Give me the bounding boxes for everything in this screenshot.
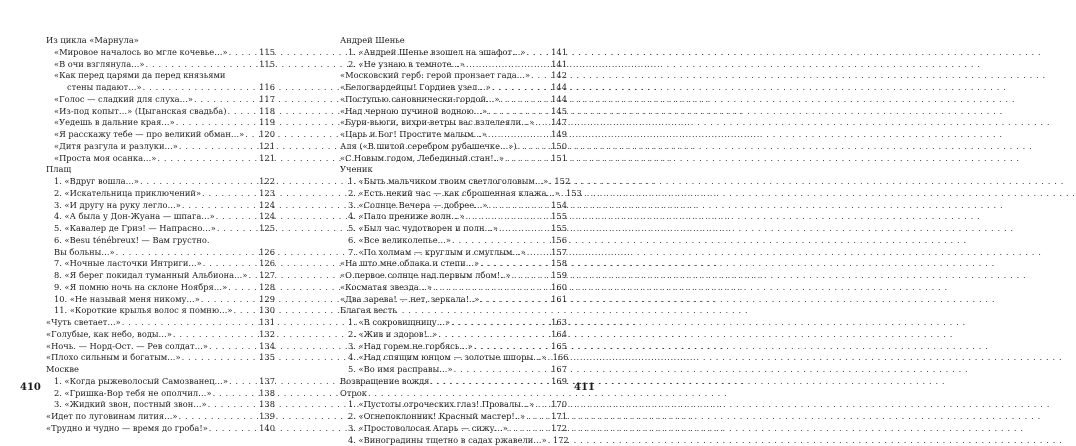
toc-entry <box>46 282 275 294</box>
dot-leader <box>208 399 258 411</box>
toc-entry-title: Москве <box>46 364 79 376</box>
toc-entry-title: 7. «Ночные ласточки Интриги…» <box>54 258 202 270</box>
dot-leader <box>527 47 550 59</box>
toc-entry-page: 115 <box>259 59 275 71</box>
toc-entry <box>340 341 567 353</box>
dot-leader <box>535 117 550 129</box>
toc-entry-page: 119 <box>259 117 275 129</box>
toc-entry-title: 3. «И другу на руку легло…» <box>54 200 181 212</box>
dot-leader <box>143 82 258 94</box>
dot-leader <box>229 47 258 59</box>
toc-entry-title: Возвращение вождя <box>340 376 429 388</box>
dot-leader <box>209 423 258 435</box>
toc-entry-title: 8. «Я берег покидал туманный Альбиона…» <box>54 270 247 282</box>
toc-entry-title: Отрок <box>340 388 367 400</box>
toc-entry <box>340 329 567 341</box>
toc-entry-title: 11. «Короткие крылья волос я помню…» <box>54 305 232 317</box>
toc-entry-page: 151 <box>551 153 567 165</box>
toc-entry <box>340 411 567 423</box>
toc-entry <box>340 129 567 141</box>
toc-entry-page: 128 <box>259 282 275 294</box>
toc-entry-page: 155 <box>551 211 567 223</box>
dot-leader <box>229 376 258 388</box>
toc-entry-title: Из цикла «Марнула» <box>46 35 139 47</box>
toc-entry <box>46 59 275 71</box>
toc-entry <box>46 376 275 388</box>
toc-entry-title: «О первое солнце над первым лбом!..» <box>340 270 511 282</box>
toc-entry-page: 165 <box>551 341 567 353</box>
toc-entry <box>46 352 275 364</box>
toc-entry-title: «Голос — сладкий для слуха…» <box>54 94 193 106</box>
dot-leader <box>122 317 258 329</box>
toc-entry <box>46 117 275 129</box>
toc-entry <box>46 188 275 200</box>
dot-leader <box>518 141 550 153</box>
dot-leader <box>203 258 258 270</box>
toc-entry-title: 4. «А была у Дон-Жуана — шпага…» <box>54 211 215 223</box>
toc-entry <box>46 270 275 282</box>
toc-entry <box>46 94 275 106</box>
toc-entry <box>46 305 275 317</box>
toc-entry-title: 10. «Не называй меня никому…» <box>54 294 200 306</box>
toc-entry-page: 124 <box>259 211 275 223</box>
toc-entry-page: 159 <box>551 270 567 282</box>
toc-entry <box>340 423 567 435</box>
toc-entry-title: «Поступью сановнически-гордой…» <box>340 94 499 106</box>
toc-entry <box>46 329 275 341</box>
toc-entry <box>46 223 275 235</box>
toc-entry-page: 124 <box>259 200 275 212</box>
dot-leader <box>526 411 550 423</box>
toc-entry-page: 144 <box>551 94 567 106</box>
toc-entry-title: «Плохо сильным и богатым…» <box>46 352 181 364</box>
toc-entry-page: 117 <box>259 94 275 106</box>
toc-entry-page: 130 <box>259 305 275 317</box>
toc-entry <box>340 211 567 223</box>
toc-entry-page: 167 <box>551 364 567 376</box>
toc-entry <box>340 399 567 411</box>
toc-entry <box>340 270 567 282</box>
dot-leader <box>216 211 258 223</box>
toc-entry-page: 166 <box>552 352 568 364</box>
toc-entry <box>340 200 567 212</box>
toc-entry-page: 129 <box>259 294 275 306</box>
right-page-toc <box>340 35 567 446</box>
toc-entry-title: «Над черною пучиной водною…» <box>340 106 487 118</box>
toc-entry-page: 138 <box>259 388 275 400</box>
toc-entry <box>46 211 275 223</box>
toc-entry-page: 172 <box>553 435 569 446</box>
toc-entry-page: 132 <box>259 329 275 341</box>
toc-entry-page: 139 <box>259 411 275 423</box>
toc-entry-title: «Мировое началось во мгле кочевье…» <box>54 47 228 59</box>
dot-leader <box>480 294 550 306</box>
toc-entry-title: «Проста моя осанка…» <box>54 153 156 165</box>
toc-entry-title: 2. «Гришка-Вор тебя не ополчил…» <box>54 388 212 400</box>
toc-entry-title: 5. «Был час чудотворен и полн…» <box>348 223 498 235</box>
toc-entry-title: 2. «Не узнаю в темноте…» <box>348 59 465 71</box>
dot-leader <box>433 282 550 294</box>
toc-entry-page: 121 <box>259 141 275 153</box>
toc-entry-page: 160 <box>551 282 567 294</box>
dot-leader <box>201 294 258 306</box>
toc-entry <box>340 235 567 247</box>
toc-entry-page: 153 <box>566 188 582 200</box>
toc-entry-page: 155 <box>551 223 567 235</box>
toc-entry <box>46 423 275 435</box>
dot-leader <box>430 376 550 388</box>
toc-entry-title: Андрей Шенье <box>340 35 405 47</box>
toc-entry-title: 1. «Быть мальчиком твоим светлоголовым…» <box>348 176 548 188</box>
toc-entry <box>46 411 275 423</box>
dot-leader <box>213 388 258 400</box>
toc-entry-title: 5. «Во имя расправы…» <box>348 364 453 376</box>
dot-leader <box>535 399 550 411</box>
dot-leader <box>182 352 258 364</box>
left-page-toc <box>46 35 275 435</box>
toc-entry-page: 144 <box>551 82 567 94</box>
dot-leader <box>480 258 550 270</box>
dot-leader <box>466 211 550 223</box>
toc-entry-page: 147 <box>551 117 567 129</box>
toc-entry <box>340 141 567 153</box>
toc-entry-title: 2. «Огнепоклонник! Красный мастер!..» <box>348 411 525 423</box>
toc-entry-title: 1. «Когда рыжеволосый Самозванец…» <box>54 376 228 388</box>
toc-entry-title: «С Новым годом, Лебединый стан!..» <box>340 153 504 165</box>
toc-entry-title: Ученик <box>340 164 373 176</box>
toc-entry-title: 5. «Кавалер де Гриэ! — Напрасно…» <box>54 223 216 235</box>
toc-entry-page: 125 <box>259 223 275 235</box>
toc-entry <box>340 94 567 106</box>
toc-entry-title: 3. «Жидкий звон, постный звон…» <box>54 399 207 411</box>
toc-entry-page: 118 <box>259 106 275 118</box>
toc-entry <box>46 153 275 165</box>
toc-entry-page: 123 <box>259 188 275 200</box>
toc-entry-title: 4. «Над спящим юнцом — золотые шпоры…» <box>348 352 546 364</box>
right-page-number: 411 <box>574 382 595 393</box>
toc-entry-page: 156 <box>551 235 567 247</box>
toc-entry <box>340 59 567 71</box>
dot-leader <box>209 341 258 353</box>
dot-leader <box>146 59 258 71</box>
toc-entry-page: 172 <box>551 423 567 435</box>
toc-entry <box>340 223 567 235</box>
toc-entry <box>46 47 275 59</box>
toc-entry <box>340 176 567 188</box>
toc-entry <box>340 164 567 176</box>
dot-leader <box>173 329 258 341</box>
toc-entry <box>46 129 275 141</box>
toc-entry-page: 154 <box>551 200 567 212</box>
toc-entry-title: 3. «Простоволосая Агарь — сижу…» <box>348 423 508 435</box>
toc-entry <box>340 376 567 388</box>
toc-entry <box>340 47 567 59</box>
dot-leader <box>561 188 565 200</box>
dot-leader <box>157 153 258 165</box>
toc-entry-page: 137 <box>259 376 275 388</box>
toc-entry-title: «На што мне облака и степи…» <box>340 258 479 270</box>
toc-entry-page: 126 <box>259 258 275 270</box>
toc-entry-page: 134 <box>259 341 275 353</box>
toc-entry-title: «Я расскажу тебе — про великий обман…» <box>54 129 244 141</box>
toc-entry <box>46 294 275 306</box>
toc-entry-page: 131 <box>259 317 275 329</box>
toc-entry-page: 157 <box>551 247 567 259</box>
toc-entry-page: 152 <box>554 176 570 188</box>
toc-entry <box>46 164 275 176</box>
toc-entry-title: «Царь и Бог! Простите малым…» <box>340 129 487 141</box>
toc-entry <box>340 282 567 294</box>
toc-entry <box>46 176 275 188</box>
toc-entry-page: 141 <box>551 47 567 59</box>
toc-entry <box>340 70 567 82</box>
dot-leader <box>245 129 258 141</box>
toc-entry-page: 145 <box>551 106 567 118</box>
dot-leader <box>509 423 550 435</box>
toc-entry <box>340 435 567 446</box>
dot-leader <box>531 70 550 82</box>
dot-leader <box>116 247 258 259</box>
toc-entry-title: «Косматая звезда…» <box>340 282 432 294</box>
dot-leader <box>194 94 258 106</box>
toc-entry-title: Благая весть <box>340 305 397 317</box>
dot-leader <box>217 223 258 235</box>
dot-leader <box>547 352 551 364</box>
toc-entry-title: 1. «В сокровищницу…» <box>348 317 450 329</box>
toc-entry-page: 140 <box>259 423 275 435</box>
toc-entry-page: 138 <box>259 399 275 411</box>
dot-leader <box>527 247 550 259</box>
toc-entry <box>46 200 275 212</box>
toc-entry-title: 1. «Вдруг вошла…» <box>54 176 139 188</box>
dot-leader <box>488 106 550 118</box>
toc-entry-page: 120 <box>259 129 275 141</box>
toc-entry <box>46 364 275 376</box>
toc-entry <box>46 235 275 247</box>
toc-entry-title: «Бури-вьюги, вихри-ветры вас взлелеяли…» <box>340 117 534 129</box>
toc-entry-title: «Идет по луговинам лития…» <box>46 411 178 423</box>
dot-leader <box>500 94 550 106</box>
toc-entry <box>340 317 567 329</box>
dot-leader <box>505 153 550 165</box>
toc-entry-title: 6. «Besu ténébreux! — Вам грустно. <box>54 235 210 247</box>
toc-entry-title: «Трудно и чудно — время до гроба!» <box>46 423 208 435</box>
toc-entry-page: 122 <box>259 176 275 188</box>
toc-entry-title: 3. «Над горем не горбясь…» <box>348 341 473 353</box>
toc-entry-page: 126 <box>259 247 275 259</box>
toc-entry <box>340 294 567 306</box>
dot-leader <box>227 106 258 118</box>
toc-entry-title: «Уедешь в дальние края…» <box>54 117 175 129</box>
toc-entry-title: 2. «Есть некий час — как сброшенная клажа…» <box>348 188 560 200</box>
toc-entry-title: 7. «По холмам — круглым и смуглым…» <box>348 247 526 259</box>
toc-entry-page: 121 <box>259 153 275 165</box>
toc-entry <box>340 247 567 259</box>
toc-entry <box>46 106 275 118</box>
toc-entry <box>340 35 567 47</box>
left-page-number: 410 <box>20 382 41 393</box>
toc-entry <box>46 341 275 353</box>
toc-entry <box>46 388 275 400</box>
toc-entry-title: «Голубые, как небо, воды…» <box>46 329 172 341</box>
toc-entry <box>46 399 275 411</box>
dot-leader <box>549 176 553 188</box>
toc-entry <box>340 117 567 129</box>
toc-entry <box>46 247 275 259</box>
toc-entry <box>340 388 567 400</box>
toc-entry <box>340 188 567 200</box>
toc-entry <box>340 352 567 364</box>
toc-entry-page: 169 <box>551 376 567 388</box>
dot-leader <box>248 270 258 282</box>
dot-leader <box>492 82 550 94</box>
toc-entry <box>340 258 567 270</box>
toc-entry-title: «Дитя разгула и разлуки…» <box>54 141 178 153</box>
dot-leader <box>176 117 258 129</box>
toc-entry-title: 4. «Пало прениже волн…» <box>348 211 465 223</box>
toc-entry-page: 127 <box>259 270 275 282</box>
toc-entry <box>340 106 567 118</box>
toc-entry-title: 1. «Андрей Шенье взошел на эшафот…» <box>348 47 526 59</box>
dot-leader <box>474 341 550 353</box>
dot-leader <box>202 188 258 200</box>
toc-entry <box>340 305 567 317</box>
toc-entry-title: Плащ <box>46 164 71 176</box>
toc-entry-page: 164 <box>551 329 567 341</box>
toc-entry <box>46 35 275 47</box>
toc-entry <box>46 141 275 153</box>
dot-leader <box>512 270 550 282</box>
dot-leader <box>548 435 552 446</box>
toc-entry-title: «В очи взглянула…» <box>54 59 145 71</box>
toc-entry-title: «Чуть светает…» <box>46 317 121 329</box>
dot-leader <box>228 282 258 294</box>
toc-entry-title: 2. «Искательница приключений» <box>54 188 201 200</box>
toc-entry-title: Аля («В шитой серебром рубашечке…») <box>340 141 517 153</box>
dot-leader <box>140 176 258 188</box>
dot-leader <box>454 364 550 376</box>
toc-entry-page: 135 <box>259 352 275 364</box>
toc-entry-title: 9. «Я помню ночь на склоне Ноября…» <box>54 282 227 294</box>
toc-entry-title: Вы больны…» <box>54 247 115 259</box>
toc-entry-title: «Белогвардейцы! Гордиев узел…» <box>340 82 491 94</box>
toc-entry-title: 3. «Солнце Вечера — добрее…» <box>348 200 488 212</box>
toc-entry-title: 2. «Жив и здоров!..» <box>348 329 437 341</box>
toc-entry <box>46 82 275 94</box>
toc-entry-title: 4. «Виноградины тщетно в садах ржавели…» <box>348 435 547 446</box>
toc-entry-page: 163 <box>551 317 567 329</box>
dot-leader <box>182 200 258 212</box>
toc-entry-title: «Ночь. — Норд-Ост. — Рев солдат…» <box>46 341 208 353</box>
dot-leader <box>438 329 550 341</box>
toc-entry-page: 142 <box>551 70 567 82</box>
toc-entry-page: 150 <box>551 141 567 153</box>
dot-leader <box>452 235 550 247</box>
toc-entry-title: «Из-под копыт…» (Цыганская свадьба) <box>54 106 226 118</box>
toc-entry <box>46 317 275 329</box>
toc-entry-title: 1. «Пустоты отроческих глаз! Провалы…» <box>348 399 534 411</box>
toc-entry-title: «Два зарева! — нет, зеркала!..» <box>340 294 479 306</box>
dot-leader <box>179 141 258 153</box>
toc-entry-page: 161 <box>551 294 567 306</box>
toc-entry-page: 171 <box>551 411 567 423</box>
dot-leader <box>499 223 550 235</box>
toc-entry-title: «Московский герб: герой пронзает гада…» <box>340 70 530 82</box>
toc-entry-title: 6. «Все великолепье…» <box>348 235 451 247</box>
dot-leader <box>179 411 258 423</box>
toc-entry-page: 115 <box>259 47 275 59</box>
toc-entry-title: стены падают…» <box>67 82 142 94</box>
toc-entry-page: 141 <box>551 59 567 71</box>
dot-leader <box>233 305 258 317</box>
toc-entry-page: 116 <box>259 82 275 94</box>
dot-leader <box>489 200 551 212</box>
toc-entry <box>46 70 275 82</box>
toc-entry <box>340 364 567 376</box>
dot-leader <box>488 129 550 141</box>
toc-entry <box>340 82 567 94</box>
dot-leader <box>451 317 550 329</box>
toc-entry-page: 149 <box>551 129 567 141</box>
toc-entry <box>340 153 567 165</box>
toc-entry-page: 170 <box>551 399 567 411</box>
toc-entry <box>46 258 275 270</box>
toc-entry-page: 158 <box>551 258 567 270</box>
dot-leader <box>466 59 550 71</box>
toc-entry-title: «Как перед царями да перед князьями <box>54 70 225 82</box>
